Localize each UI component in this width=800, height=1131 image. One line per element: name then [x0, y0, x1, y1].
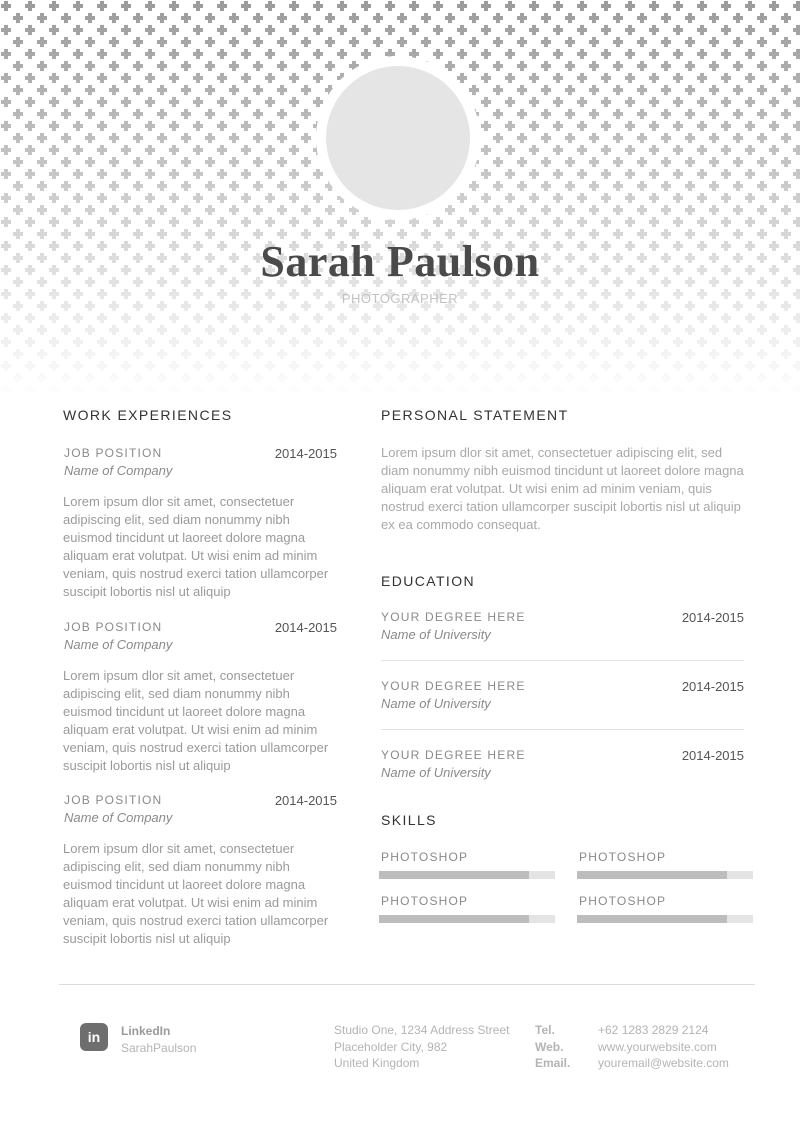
education-divider [381, 660, 744, 661]
education-years: 2014-2015 [681, 748, 744, 763]
skill-name: PHOTOSHOP [579, 894, 667, 908]
job-position: JOB POSITION [64, 446, 163, 460]
linkedin-icon[interactable]: in [80, 1023, 108, 1051]
job-position: JOB POSITION [64, 793, 163, 807]
university-name: Name of University [381, 627, 491, 642]
job-years: 2014-2015 [274, 446, 337, 461]
personal-statement-text: Lorem ipsum dlor sit amet, consectetuer adipiscing elit, sed diam nonummy nibh euismod tincidunt ut laoreet dolore magna aliquam erat volutpat. Ut wisi enim ad minim veniam, quis nostrud exerci tation ullamcorper suscipit lobortis nisl ut aliquip ex ea commodo consequat. [381, 445, 744, 532]
education-heading: EDUCATION [381, 573, 476, 589]
education-entry [381, 748, 744, 798]
skill-bar-fill [379, 871, 529, 879]
email-link[interactable]: youremail@website.com [598, 1056, 729, 1070]
job-company: Name of Company [64, 463, 173, 478]
skill-bar [577, 915, 753, 923]
skill-bar [379, 871, 555, 879]
skill-bar-fill [577, 915, 727, 923]
skill-name: PHOTOSHOP [381, 894, 469, 908]
profile-photo [326, 66, 470, 210]
degree-title: YOUR DEGREE HERE [381, 610, 526, 624]
tel-label: Tel. [535, 1023, 555, 1037]
personal-statement-heading: PERSONAL STATEMENT [381, 407, 569, 423]
job-description: Lorem ipsum dlor sit amet, consectetuer adipiscing elit, sed diam nonummy nibh euismod tincidunt ut laoreet dolore magna aliquam erat volutpat. Ut wisi enim ad minim veniam, quis nostrud exerci tation ullamcorper suscipit lobortis nisl ut aliquip [63, 494, 329, 599]
skill-name: PHOTOSHOP [381, 850, 469, 864]
linkedin-handle[interactable]: SarahPaulson [121, 1040, 197, 1055]
education-years: 2014-2015 [681, 679, 744, 694]
university-name: Name of University [381, 765, 491, 780]
job-company: Name of Company [64, 810, 173, 825]
education-entry [381, 679, 744, 729]
job-years: 2014-2015 [274, 793, 337, 808]
address-line: Studio One, 1234 Address Street [334, 1023, 510, 1037]
job-company: Name of Company [64, 637, 173, 652]
skills-heading: SKILLS [381, 812, 437, 828]
university-name: Name of University [381, 696, 491, 711]
address-line: United Kingdom [334, 1056, 420, 1070]
person-name: Sarah Paulson [260, 237, 540, 286]
job-description: Lorem ipsum dlor sit amet, consectetuer adipiscing elit, sed diam nonummy nibh euismod tincidunt ut laoreet dolore magna aliquam erat volutpat. Ut wisi enim ad minim veniam, quis nostrud exerci tation ullamcorper suscipit lobortis nisl ut aliquip [63, 841, 329, 946]
skill-bar-fill [577, 871, 727, 879]
skill-name: PHOTOSHOP [579, 850, 667, 864]
skill-bar [379, 915, 555, 923]
degree-title: YOUR DEGREE HERE [381, 748, 526, 762]
web-label: Web. [535, 1039, 564, 1054]
education-divider [381, 729, 744, 730]
job-description: Lorem ipsum dlor sit amet, consectetuer adipiscing elit, sed diam nonummy nibh euismod tincidunt ut laoreet dolore magna aliquam erat volutpat. Ut wisi enim ad minim veniam, quis nostrud exerci tation ullamcorper suscipit lobortis nisl ut aliquip [63, 668, 329, 773]
linkedin-label: LinkedIn [121, 1024, 171, 1038]
education-entry [381, 610, 744, 660]
job-position: JOB POSITION [64, 620, 163, 634]
email-label: Email. [535, 1056, 571, 1070]
address-line: Placeholder City, 982 [334, 1039, 448, 1054]
education-years: 2014-2015 [681, 610, 744, 625]
phone-number[interactable]: +62 1283 2829 2124 [598, 1023, 709, 1037]
job-years: 2014-2015 [274, 620, 337, 635]
skill-bar-fill [379, 915, 529, 923]
degree-title: YOUR DEGREE HERE [381, 679, 526, 693]
skill-bar [577, 871, 753, 879]
website-link[interactable]: www.yourwebsite.com [598, 1039, 717, 1054]
footer-divider [59, 984, 755, 985]
person-role: PHOTOGRAPHER [341, 291, 459, 306]
work-experiences-heading: WORK EXPERIENCES [63, 407, 233, 423]
